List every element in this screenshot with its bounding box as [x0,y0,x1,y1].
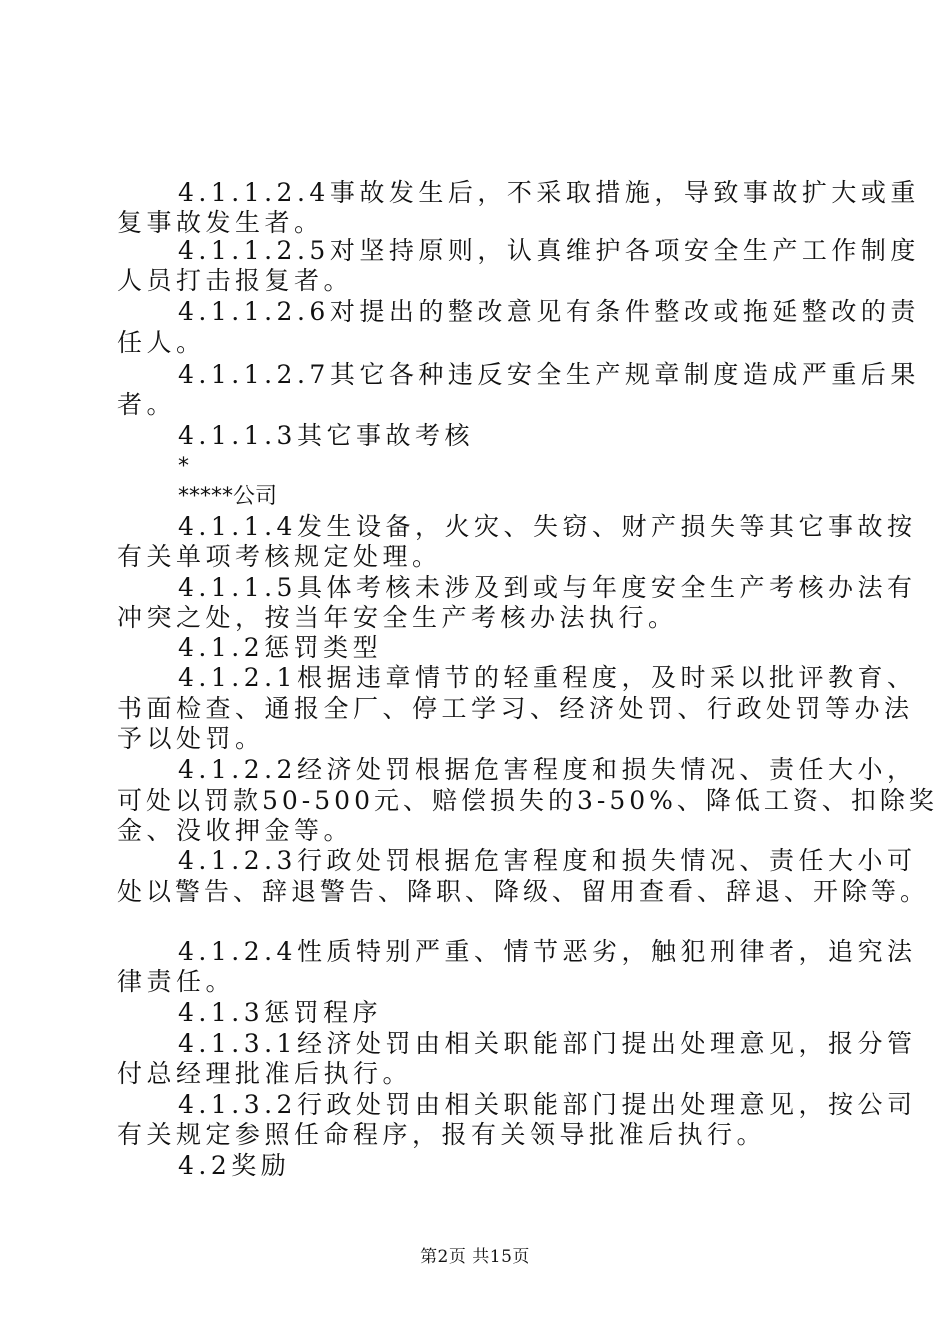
paragraph-line: 复事故发生者。 [117,208,324,237]
paragraph-line: 4.1.2.2经济处罚根据危害程度和损失情况、责任大小， [178,755,917,784]
paragraph-line: 有关规定参照任命程序，报有关领导批准后执行。 [117,1120,767,1149]
paragraph-line: 4.1.1.5具体考核未涉及到或与年度安全生产考核办法有 [178,573,917,602]
paragraph-line: 4.1.2.3行政处罚根据危害程度和损失情况、责任大小可 [178,846,917,875]
section-heading: 4.2奖励 [178,1151,291,1180]
paragraph-line: 任人。 [117,328,206,357]
asterisk-line: * [178,454,189,479]
paragraph-line: 可处以罚款50-500元、赔偿损失的3-50%、降低工资、扣除奖 [117,786,938,815]
paragraph-line: 付总经理批准后执行。 [117,1059,413,1088]
paragraph-line: 4.1.3.2行政处罚由相关职能部门提出处理意见，按公司 [178,1090,917,1119]
paragraph-line: 4.1.2.4性质特别严重、情节恶劣，触犯刑律者，追究法 [178,937,917,966]
paragraph-line: 4.1.1.2.5对坚持原则，认真维护各项安全生产工作制度 [178,236,920,265]
paragraph-line: 者。 [117,390,177,419]
paragraph-line: 金、没收押金等。 [117,816,354,845]
paragraph-line: 冲突之处，按当年安全生产考核办法执行。 [117,603,678,632]
paragraph-line: 4.1.2.1根据违章情节的轻重程度，及时采以批评教育、 [178,663,917,692]
company-line: *****公司 [178,484,278,509]
section-heading: 4.1.1.3其它事故考核 [178,421,474,450]
section-heading: 4.1.3惩罚程序 [178,998,383,1027]
page-number-footer: 第2页 共15页 [420,1247,530,1267]
paragraph-line: 处以警告、辞退警告、降职、降级、留用查看、辞退、开除等。 [117,877,930,906]
paragraph-line: 予以处罚。 [117,724,265,753]
paragraph-line: 有关单项考核规定处理。 [117,542,442,571]
paragraph-line: 4.1.1.4发生设备，火灾、失窃、财产损失等其它事故按 [178,512,917,541]
paragraph-line: 4.1.3.1经济处罚由相关职能部门提出处理意见，报分管 [178,1029,917,1058]
paragraph-line: 书面检查、通报全厂、停工学习、经济处罚、行政处罚等办法 [117,694,914,723]
paragraph-line: 律责任。 [117,967,236,996]
paragraph-line: 4.1.1.2.4事故发生后，不采取措施，导致事故扩大或重 [178,178,920,207]
paragraph-line: 4.1.1.2.7其它各种违反安全生产规章制度造成严重后果 [178,360,920,389]
paragraph-line: 4.1.1.2.6对提出的整改意见有条件整改或拖延整改的责 [178,297,920,326]
section-heading: 4.1.2惩罚类型 [178,633,383,662]
paragraph-line: 人员打击报复者。 [117,266,354,295]
